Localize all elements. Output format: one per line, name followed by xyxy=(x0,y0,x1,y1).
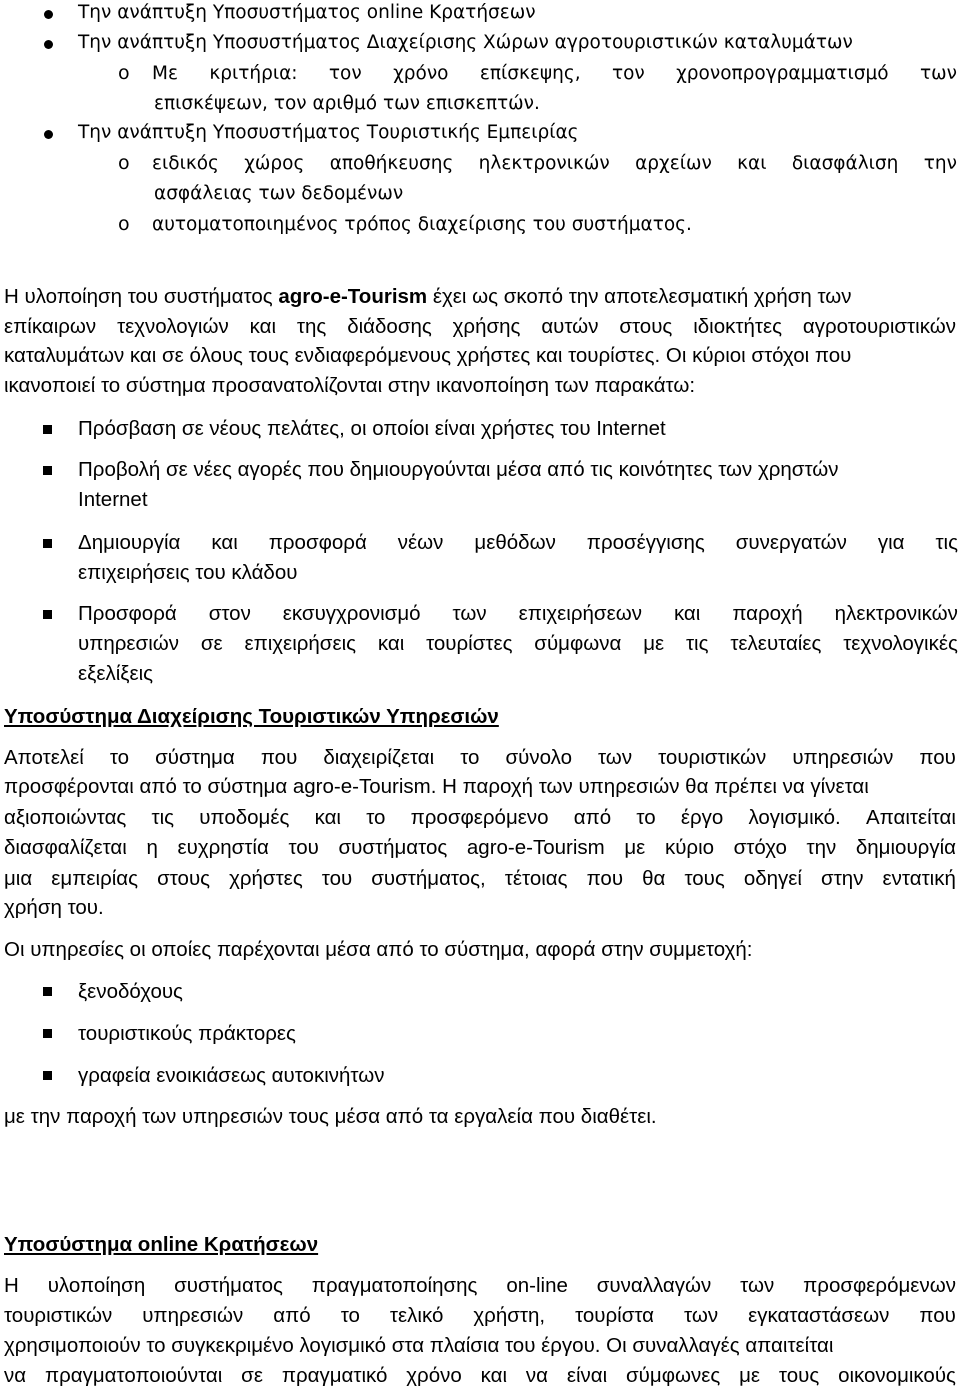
sub-bullet-line: αυτοματοποιημένος τρόπος διαχείρισης του συστήματος. xyxy=(152,214,692,235)
bullet-dot xyxy=(44,130,53,139)
paragraph-line: Η υλοποίηση συστήματος πραγματοποίησης on-line συναλλαγών των προσφερόμενων xyxy=(4,1274,956,1297)
goal-item: υπηρεσιών σε επιχειρήσεις και τουρίστες σύμφωνα με τις τελευταίες τεχνολογικές xyxy=(78,632,958,655)
goal-item: Προβολή σε νέες αγορές που δημιουργούνται μέσα από τις κοινότητες των χρηστών xyxy=(78,458,839,481)
sub-bullet-line: ασφάλειας των δεδομένων xyxy=(154,183,404,204)
paragraph-line: καταλυμάτων και σε όλους τους ενδιαφερόμενους χρήστες και τουρίστες. Οι κύριοι στόχοι που xyxy=(4,344,852,367)
square-bullet-icon xyxy=(43,539,52,548)
paragraph-line: χρησιμοποιούν το συγκεκριμένο λογισμικό στα πλαίσια του έργου. Οι συναλλαγές απαιτείται xyxy=(4,1334,834,1357)
goal-item: Πρόσβαση σε νέους πελάτες, οι οποίοι είναι χρήστες του Internet xyxy=(78,417,666,440)
sub-bullet-line: ειδικός χώρος αποθήκευσης ηλεκτρονικών αρχείων και διασφάλιση την xyxy=(152,153,957,174)
paragraph-line: Οι υπηρεσίες οι οποίες παρέχονται μέσα από το σύστημα, αφορά στην συμμετοχή: xyxy=(4,938,753,961)
square-bullet-icon xyxy=(43,425,52,434)
sub-bullet-marker: o xyxy=(118,152,130,174)
square-bullet-icon xyxy=(43,1071,52,1080)
goal-item: Προσφορά στον εκσυγχρονισμό των επιχειρήσεων και παροχή ηλεκτρονικών xyxy=(78,602,958,625)
goal-item: επιχειρήσεις του κλάδου xyxy=(78,561,298,584)
paragraph-line: χρήση του. xyxy=(4,896,104,919)
paragraph-line: μια εμπειρίας στους χρήστες του συστήματος, τέτοιας που θα τους οδηγεί στην εντατική xyxy=(4,867,956,890)
sub-bullet-marker: o xyxy=(118,213,130,235)
square-bullet-icon xyxy=(43,466,52,475)
paragraph-line: αξιοποιώντας τις υποδομές και το προσφερόμενο από το έργο λογισμικό. Απαιτείται xyxy=(4,806,956,829)
paragraph-line: Αποτελεί το σύστημα που διαχειρίζεται το σύνολο των τουριστικών υπηρεσιών που xyxy=(4,746,956,769)
goal-item: Internet xyxy=(78,488,148,511)
paragraph-line: με την παροχή των υπηρεσιών τους μέσα από τα εργαλεία που διαθέτει. xyxy=(4,1105,657,1128)
bullet-item: Την ανάπτυξη Υποσυστήματος Διαχείρισης Χώρων αγροτουριστικών καταλυμάτων xyxy=(78,32,853,53)
paragraph-line: ικανοποιεί το σύστημα προσανατολίζονται στην ικανοποίηση των παρακάτω: xyxy=(4,374,696,397)
sub-bullet-line: Με κριτήρια: τον χρόνο επίσκεψης, τον χρονοπρογραμματισμό των xyxy=(152,63,957,84)
paragraph-line: διασφαλίζεται η ευχρηστία του συστήματος agro-e-Tourism με κύριο στόχο την δημιουργία xyxy=(4,836,956,859)
service-item: τουριστικούς πράκτορες xyxy=(78,1022,296,1045)
paragraph-line: τουριστικών υπηρεσιών από το τελικό χρήστη, τουρίστα των εγκαταστάσεων που xyxy=(4,1304,956,1327)
service-item: γραφεία ενοικιάσεως αυτοκινήτων xyxy=(78,1064,385,1087)
service-item: ξενοδόχους xyxy=(78,980,183,1003)
goal-item: Δημιουργία και προσφορά νέων μεθόδων προσέγγισης συνεργατών για τις xyxy=(78,531,958,554)
bullet-item: Την ανάπτυξη Υποσυστήματος Τουριστικής Εμπειρίας xyxy=(78,122,579,143)
paragraph-line: να πραγματοποιούνται σε πραγματικό χρόνο και να είναι σύμφωνες με τους οικονομικούς xyxy=(4,1364,956,1387)
section-heading: Υποσύστημα Διαχείρισης Τουριστικών Υπηρεσιών xyxy=(4,705,499,728)
bullet-item: Την ανάπτυξη Υποσυστήματος online Κρατήσεων xyxy=(78,2,536,23)
sub-bullet-line: επισκέψεων, τον αριθμό των επισκεπτών. xyxy=(154,93,540,114)
bullet-dot xyxy=(44,10,53,19)
paragraph-line: Η υλοποίηση του συστήματος agro-e-Tourism έχει ως σκοπό την αποτελεσματική χρήση των xyxy=(4,285,852,308)
bullet-dot xyxy=(44,40,53,49)
paragraph-line: επίκαιρων τεχνολογιών και της διάδοσης χρήσης αυτών στους ιδιοκτήτες αγροτουριστικών xyxy=(4,315,956,338)
square-bullet-icon xyxy=(43,987,52,996)
paragraph-line: προσφέρονται από το σύστημα agro-e-Tourism. Η παροχή των υπηρεσιών θα πρέπει να γίνεται xyxy=(4,775,869,798)
sub-bullet-marker: o xyxy=(118,62,130,84)
goal-item: εξελίξεις xyxy=(78,662,154,685)
square-bullet-icon xyxy=(43,1029,52,1038)
square-bullet-icon xyxy=(43,610,52,619)
section-heading: Υποσύστημα online Κρατήσεων xyxy=(4,1233,319,1256)
